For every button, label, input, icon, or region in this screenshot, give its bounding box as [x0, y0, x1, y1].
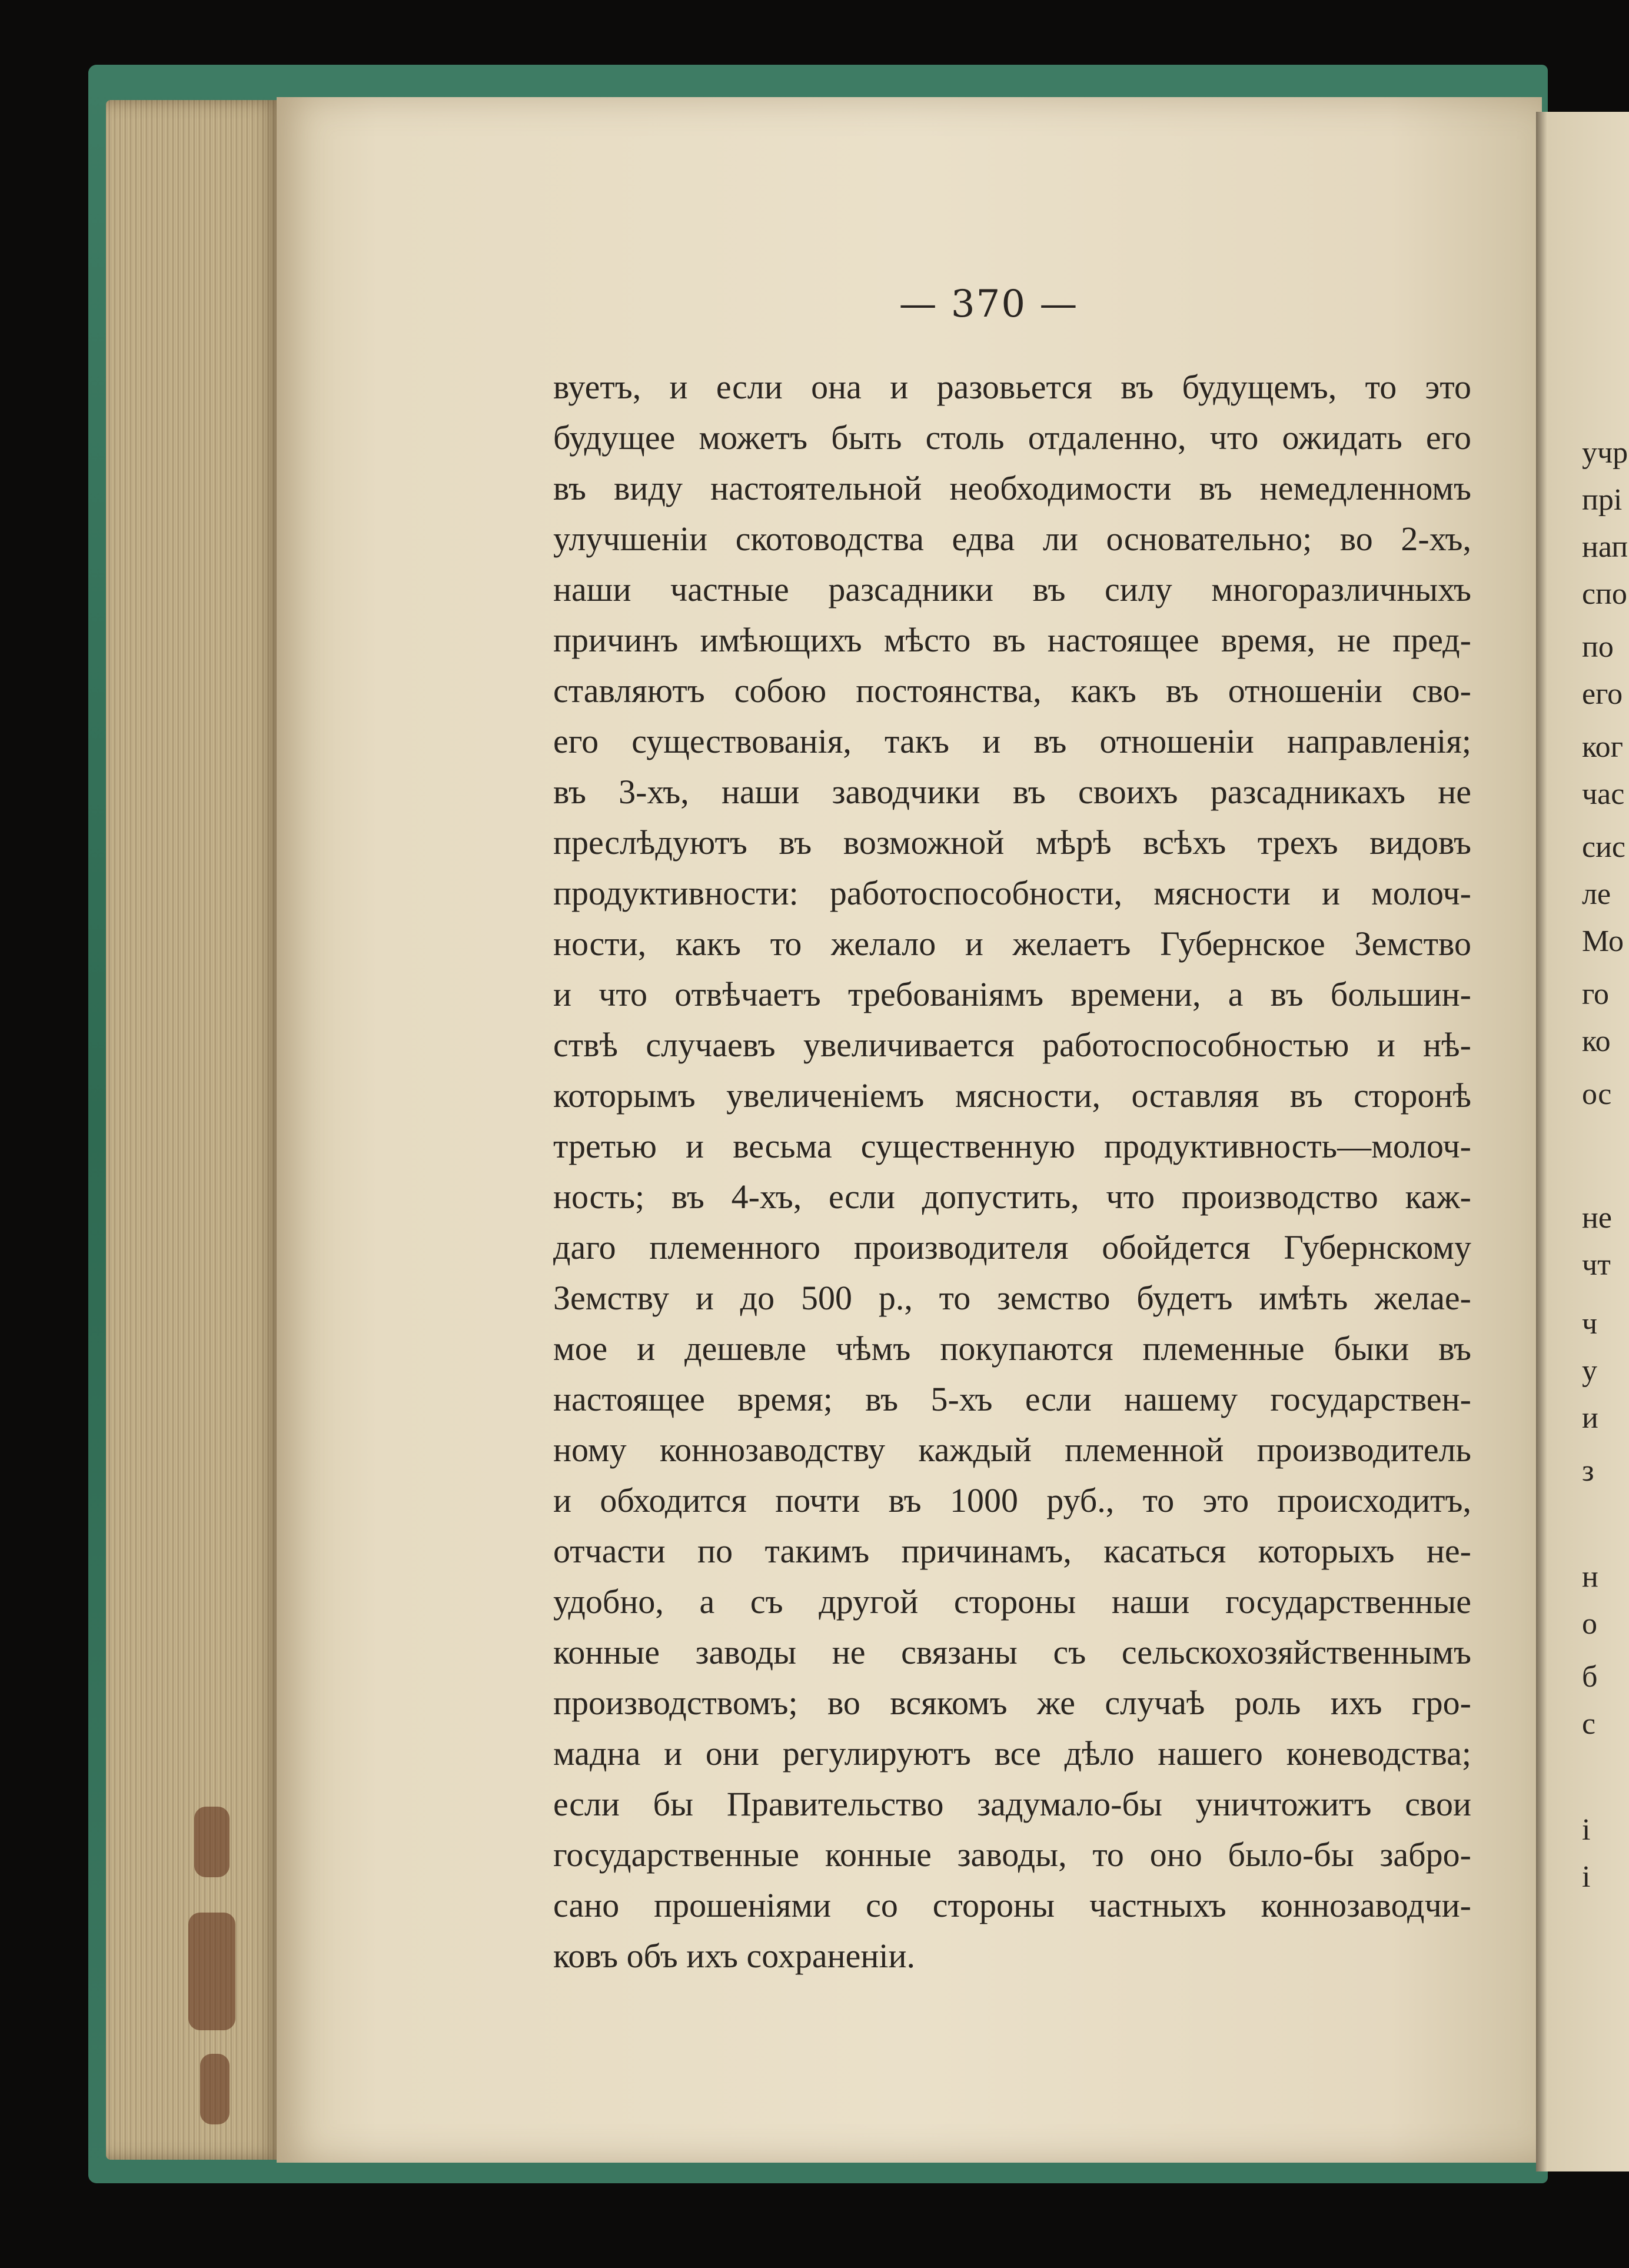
text-line: въ 3-хъ, наши заводчики въ своихъ разсадникахъ не: [553, 773, 1471, 811]
text-line: государственные конные заводы, то оно было-бы забро-: [553, 1835, 1471, 1874]
right-page-fragment: н: [1582, 1560, 1598, 1594]
right-page-fragment: і: [1582, 1813, 1591, 1847]
text-line: ствѣ случаевъ увеличивается работоспособностью и нѣ-: [553, 1026, 1471, 1064]
text-line: ставляютъ собою постоянства, какъ въ отношеніи сво-: [553, 671, 1471, 710]
text-line: производствомъ; во всякомъ же случаѣ роль ихъ гро-: [553, 1684, 1471, 1722]
text-line: настоящее время; въ 5-хъ если нашему государствен-: [553, 1380, 1471, 1418]
right-page-fragment: го: [1582, 977, 1610, 1011]
stain: [194, 1807, 230, 1877]
text-line: отчасти по такимъ причинамъ, касаться которыхъ не-: [553, 1532, 1471, 1570]
text-line: третью и весьма существенную продуктивность—молоч-: [553, 1127, 1471, 1165]
stain: [200, 2054, 230, 2124]
text-line: ковъ объ ихъ сохраненіи.: [553, 1937, 916, 1975]
text-line: ность; въ 4-хъ, если допустить, что производство каж-: [553, 1178, 1471, 1216]
right-page-fragment: ос: [1582, 1078, 1612, 1111]
text-line: конные заводы не связаны съ сельскохозяйственнымъ: [553, 1633, 1471, 1671]
text-line: будущее можетъ быть столь отдаленно, что ожидать его: [553, 418, 1471, 457]
text-line: ности, какъ то желало и желаетъ Губернское Земство: [553, 925, 1471, 963]
text-line: въ виду настоятельной необходимости въ немедленномъ: [553, 469, 1471, 507]
right-page-fragment: і: [1582, 1860, 1591, 1894]
text-line: удобно, а съ другой стороны наши государственные: [553, 1582, 1471, 1621]
right-page-fragment: его: [1582, 677, 1623, 711]
right-page-fragment: прі: [1582, 483, 1623, 517]
text-line: преслѣдуютъ въ возможной мѣрѣ всѣхъ трехъ видовъ: [553, 823, 1471, 862]
page-edges: [106, 100, 282, 2160]
right-page-fragment: ч: [1582, 1307, 1598, 1341]
right-page-fragment: у: [1582, 1354, 1597, 1388]
right-page-fragment: нап: [1582, 530, 1628, 564]
right-page-fragment: Мо: [1582, 925, 1624, 958]
text-line: наши частные разсадники въ силу многоразличныхъ: [553, 570, 1471, 608]
right-page-fragment: з: [1582, 1454, 1594, 1488]
text-line: которымъ увеличеніемъ мясности, оставляя въ сторонѣ: [553, 1076, 1471, 1115]
text-line: продуктивности: работоспособности, мясности и молоч-: [553, 874, 1471, 912]
text-line: сано прошеніями со стороны частныхъ коннозаводчи-: [553, 1886, 1471, 1924]
right-page-fragment: чт: [1582, 1248, 1611, 1282]
right-page-fragment: учр: [1582, 436, 1628, 470]
page-body-text: [553, 362, 1471, 1981]
text-line: улучшеніи скотоводства едва ли основательно; во 2-хъ,: [553, 520, 1471, 558]
text-line: причинъ имѣющихъ мѣсто въ настоящее время, не пред-: [553, 621, 1471, 659]
right-page-fragment: с: [1582, 1707, 1596, 1741]
right-page-fragment: сис: [1582, 830, 1625, 864]
text-line: даго племенного производителя обойдется Губернскому: [553, 1228, 1471, 1266]
right-page-fragment: час: [1582, 777, 1625, 811]
stain: [188, 1913, 235, 2030]
right-page-fragment: ко: [1582, 1025, 1611, 1058]
page-number: — 370 —: [899, 282, 1079, 326]
text-line: если бы Правительство задумало-бы уничтожитъ свои: [553, 1785, 1471, 1823]
text-line: ному коннозаводству каждый племенной производитель: [553, 1431, 1471, 1469]
text-line: и что отвѣчаетъ требованіямъ времени, а въ большин-: [553, 975, 1471, 1013]
text-line: и обходится почти въ 1000 руб., то это происходитъ,: [553, 1481, 1471, 1519]
right-page-fragment: не: [1582, 1201, 1612, 1235]
text-line: вуетъ, и если она и разовьется въ будущемъ, то это: [553, 368, 1471, 406]
text-line: Земству и до 500 р., то земство будетъ имѣть желае-: [553, 1279, 1471, 1317]
right-page-fragment: б: [1582, 1660, 1598, 1694]
text-line: мадна и они регулируютъ все дѣло нашего коневодства;: [553, 1734, 1471, 1773]
right-page-fragment: и: [1582, 1401, 1598, 1435]
right-page-fragment: спо: [1582, 577, 1627, 611]
text-line: мое и дешевле чѣмъ покупаются племенные быки въ: [553, 1329, 1471, 1368]
right-page-fragment: ле: [1582, 877, 1611, 911]
right-page-fragment: о: [1582, 1607, 1597, 1641]
right-page-fragment: по: [1582, 630, 1614, 664]
text-line: его существованія, такъ и въ отношеніи направленія;: [553, 722, 1471, 760]
right-page-fragment: ког: [1582, 730, 1623, 764]
